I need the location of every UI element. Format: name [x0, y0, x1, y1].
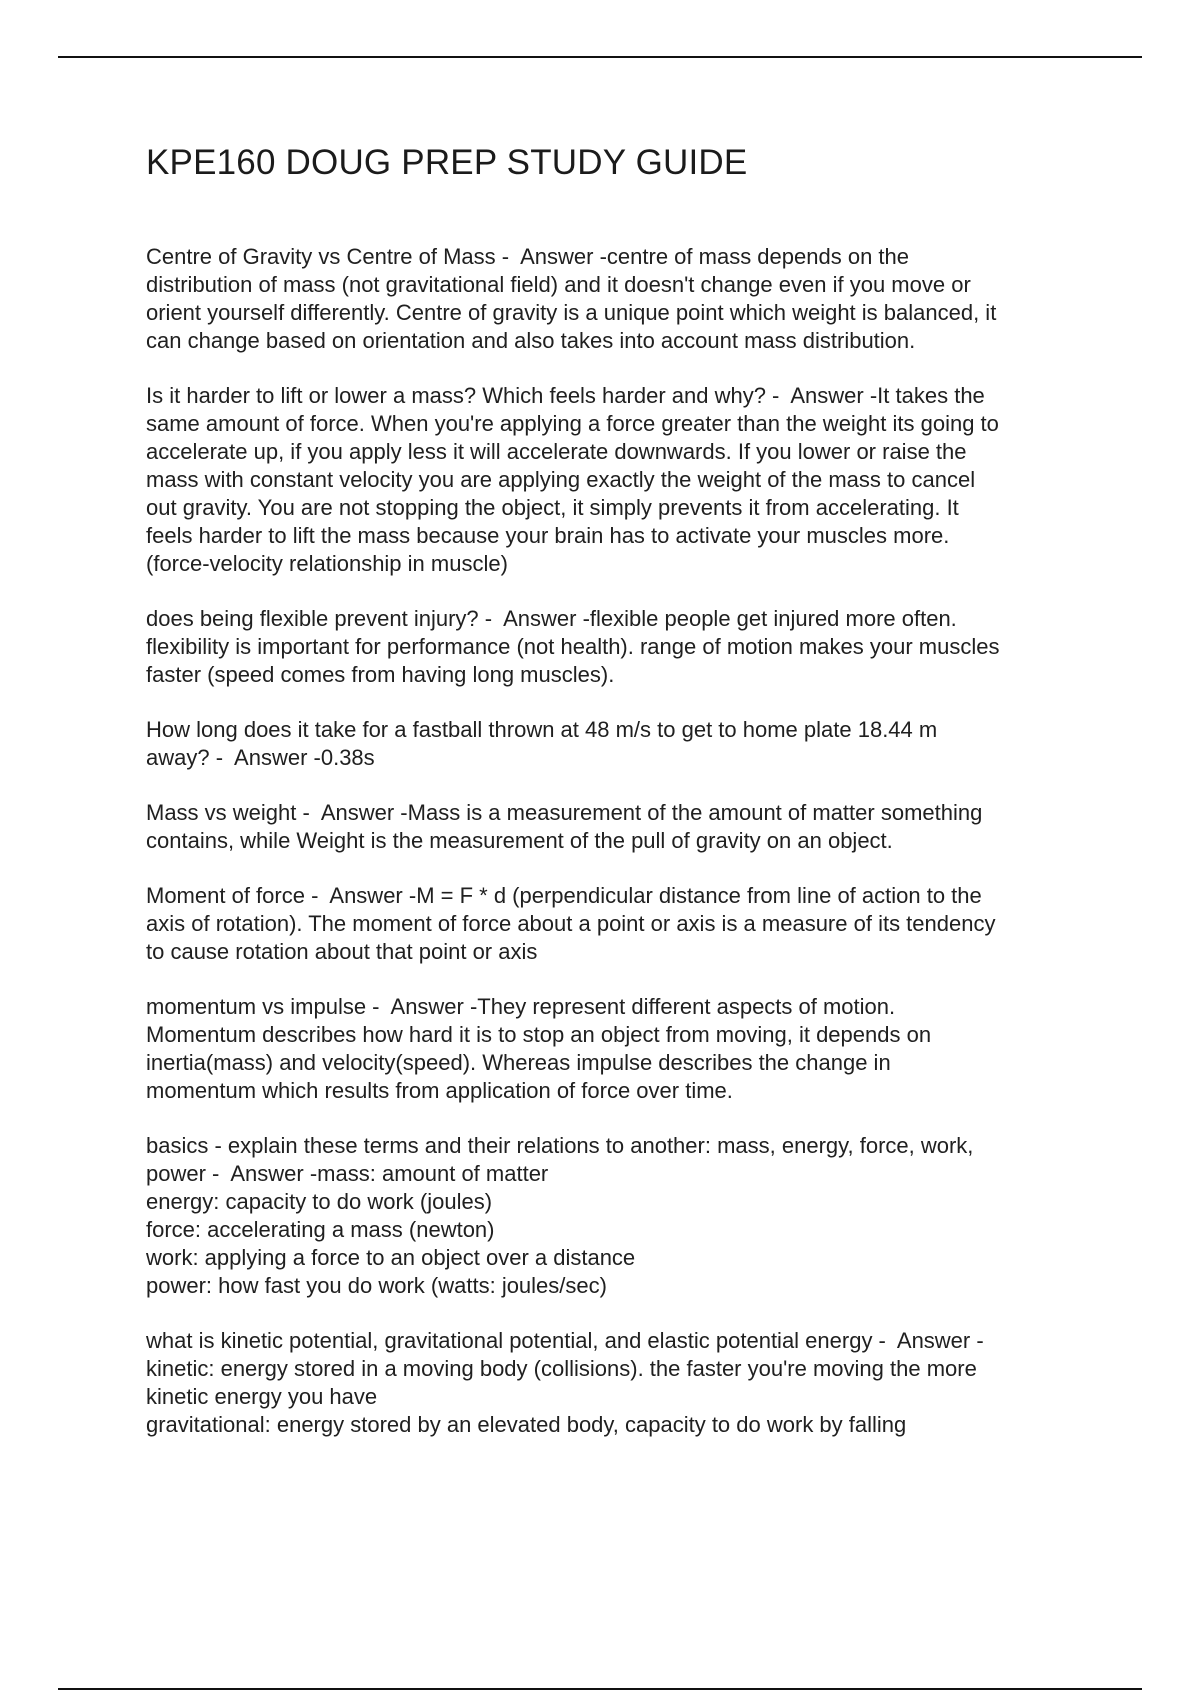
- qa-entry-centre-of-gravity: [146, 243, 1096, 355]
- qa-line: basics - explain these terms and their relations to another: mass, energy, force, work,: [146, 1133, 974, 1158]
- qa-entry-fastball: [146, 716, 1096, 772]
- qa-line: out gravity. You are not stopping the object, it simply prevents it from accelerating. It: [146, 495, 959, 520]
- qa-line: mass with constant velocity you are applying exactly the weight of the mass to cancel: [146, 467, 976, 492]
- qa-line: flexibility is important for performance (not health). range of motion makes your muscles: [146, 634, 1000, 659]
- qa-line: power: how fast you do work (watts: joules/sec): [146, 1273, 607, 1298]
- qa-line: Momentum describes how hard it is to stop an object from moving, it depends on: [146, 1022, 932, 1047]
- qa-line: (force-velocity relationship in muscle): [146, 551, 508, 576]
- qa-line: faster (speed comes from having long muscles).: [146, 662, 615, 687]
- qa-list: [146, 243, 1096, 1466]
- qa-line: does being flexible prevent injury? - Answer -flexible people get injured more often.: [146, 606, 957, 631]
- qa-line: what is kinetic potential, gravitational potential, and elastic potential energy - Answer -: [146, 1328, 984, 1353]
- qa-line: kinetic: energy stored in a moving body (collisions). the faster you're moving the more: [146, 1356, 977, 1381]
- qa-line: to cause rotation about that point or axis: [146, 939, 538, 964]
- qa-entry-potential-energy: [146, 1327, 1096, 1439]
- qa-line: gravitational: energy stored by an elevated body, capacity to do work by falling: [146, 1412, 907, 1437]
- bottom-rule: [58, 1688, 1142, 1690]
- qa-line: feels harder to lift the mass because your brain has to activate your muscles more.: [146, 523, 950, 548]
- qa-line: distribution of mass (not gravitational field) and it doesn't change even if you move or: [146, 272, 971, 297]
- qa-line: kinetic energy you have: [146, 1384, 378, 1409]
- top-rule: [58, 56, 1142, 58]
- qa-line: Is it harder to lift or lower a mass? Which feels harder and why? - Answer -It takes the: [146, 383, 985, 408]
- qa-line: Centre of Gravity vs Centre of Mass - Answer -centre of mass depends on the: [146, 244, 909, 269]
- qa-line: energy: capacity to do work (joules): [146, 1189, 493, 1214]
- qa-line: orient yourself differently. Centre of gravity is a unique point which weight is balanced, it: [146, 300, 997, 325]
- qa-line: momentum which results from application of force over time.: [146, 1078, 733, 1103]
- qa-line: force: accelerating a mass (newton): [146, 1217, 495, 1242]
- qa-line: power - Answer -mass: amount of matter: [146, 1161, 549, 1186]
- qa-line: inertia(mass) and velocity(speed). Whereas impulse describes the change in: [146, 1050, 891, 1075]
- qa-entry-basics: [146, 1132, 1096, 1300]
- qa-line: work: applying a force to an object over a distance: [146, 1245, 636, 1270]
- qa-line: momentum vs impulse - Answer -They represent different aspects of motion.: [146, 994, 896, 1019]
- qa-line: contains, while Weight is the measurement of the pull of gravity on an object.: [146, 828, 893, 853]
- qa-line: Moment of force - Answer -M = F * d (perpendicular distance from line of action to the: [146, 883, 982, 908]
- qa-line: axis of rotation). The moment of force about a point or axis is a measure of its tendency: [146, 911, 996, 936]
- qa-entry-lift-or-lower: [146, 382, 1096, 578]
- qa-line: same amount of force. When you're applying a force greater than the weight its going to: [146, 411, 999, 436]
- qa-line: How long does it take for a fastball thrown at 48 m/s to get to home plate 18.44 m: [146, 717, 938, 742]
- document-title: KPE160 DOUG PREP STUDY GUIDE: [146, 143, 748, 182]
- qa-line: accelerate up, if you apply less it will accelerate downwards. If you lower or raise the: [146, 439, 967, 464]
- qa-line: away? - Answer -0.38s: [146, 745, 375, 770]
- qa-entry-mass-vs-weight: [146, 799, 1096, 855]
- qa-entry-flexibility: [146, 605, 1096, 689]
- qa-line: Mass vs weight - Answer -Mass is a measurement of the amount of matter something: [146, 800, 983, 825]
- qa-line: can change based on orientation and also takes into account mass distribution.: [146, 328, 916, 353]
- qa-entry-momentum-vs-impulse: [146, 993, 1096, 1105]
- qa-entry-moment-of-force: [146, 882, 1096, 966]
